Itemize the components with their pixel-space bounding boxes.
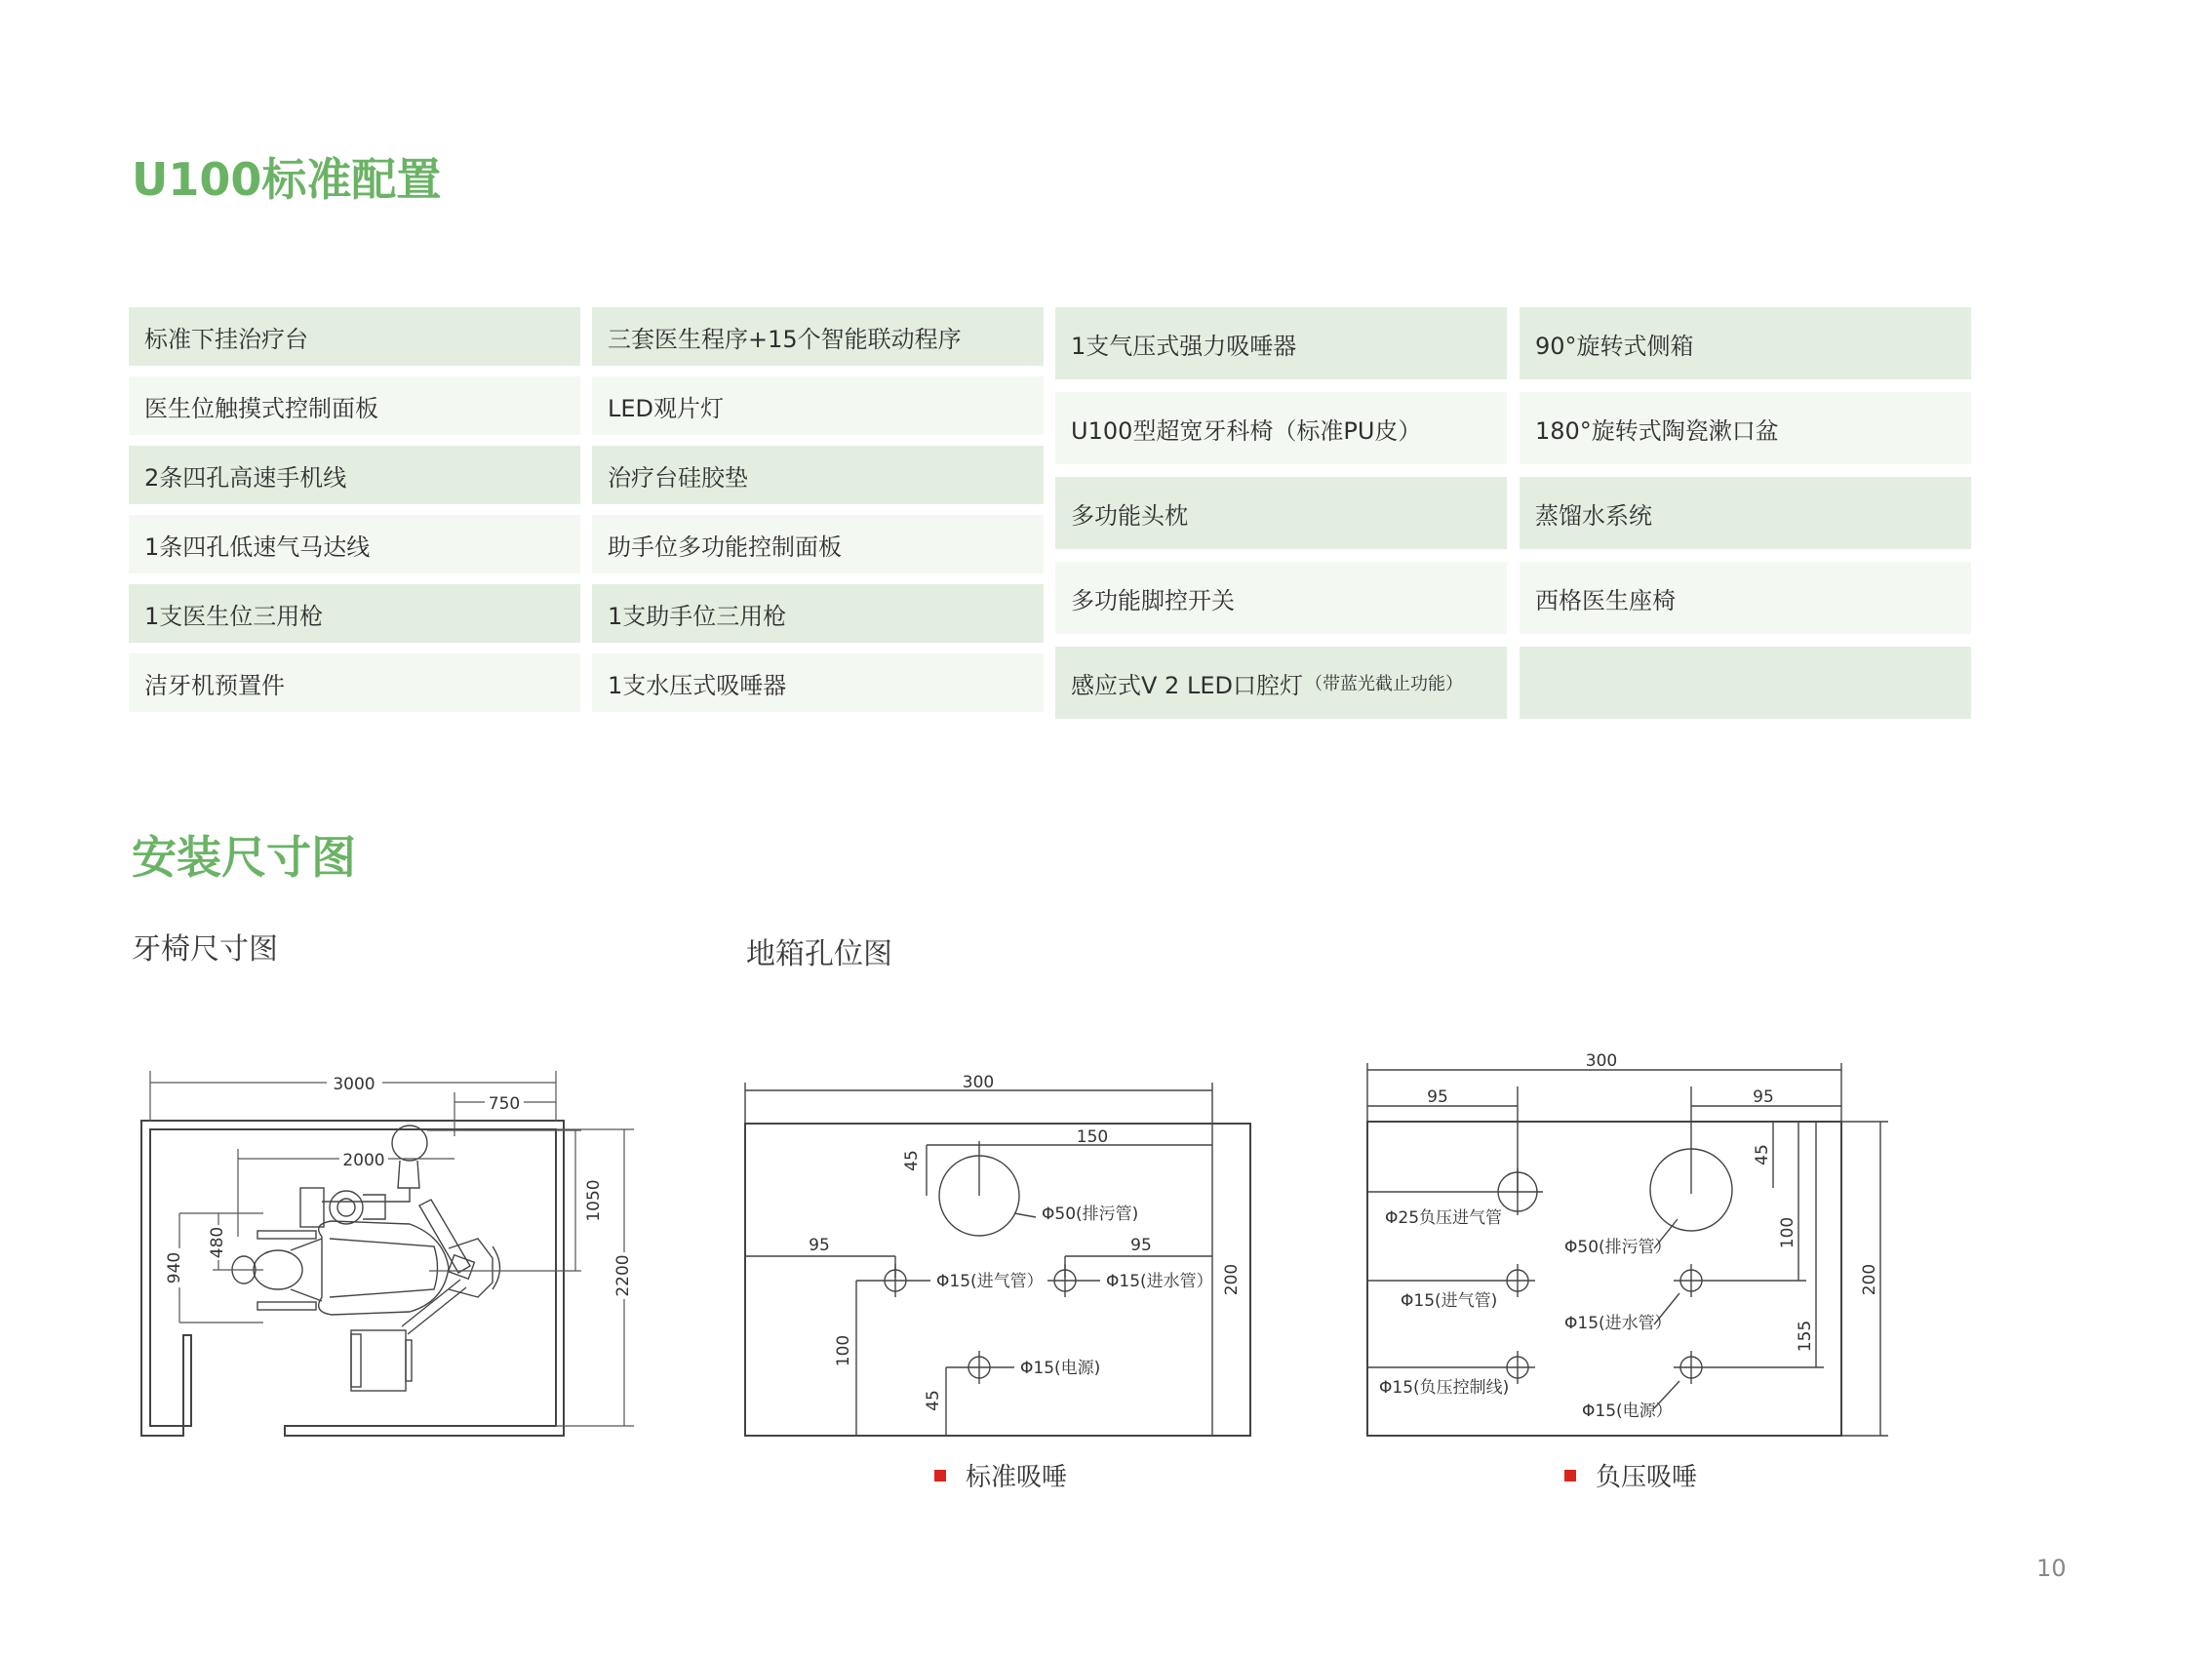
- std-dim-150: 150: [1076, 1127, 1109, 1147]
- config-item: 1支水压式吸唾器: [592, 653, 1044, 712]
- neg-dim-155: 155: [1796, 1320, 1815, 1353]
- neg-dim-200: 200: [1860, 1263, 1879, 1296]
- config-item: 助手位多功能控制面板: [592, 515, 1044, 573]
- dim-2000: 2000: [342, 1151, 385, 1170]
- std-dim-95-left: 95: [809, 1236, 830, 1255]
- floor-box-title: 地箱孔位图: [746, 937, 892, 971]
- std-dim-45: 45: [902, 1150, 922, 1171]
- chair-dimension-title: 牙椅尺寸图: [132, 932, 278, 967]
- legend-standard-suction: [934, 1457, 1067, 1493]
- config-item: 洁牙机预置件: [129, 653, 580, 712]
- std-dim-100: 100: [834, 1334, 853, 1367]
- neg-label-control: Φ15(负压控制线): [1379, 1378, 1510, 1398]
- legend-marker-icon: [934, 1470, 946, 1481]
- config-item: U100型超宽牙科椅（标准PU皮）: [1055, 392, 1507, 464]
- legend-label: 负压吸唾: [1596, 1463, 1698, 1492]
- dim-2200: 2200: [613, 1254, 633, 1297]
- config-item: 2条四孔高速手机线: [129, 446, 580, 504]
- config-item: LED观片灯: [592, 376, 1044, 435]
- neg-dim-300: 300: [1585, 1051, 1618, 1071]
- neg-dim-95-right: 95: [1753, 1087, 1774, 1107]
- std-dim-200: 200: [1222, 1263, 1242, 1296]
- config-item: 1支气压式强力吸唾器: [1055, 307, 1507, 379]
- page-number: 10: [2036, 1555, 2067, 1582]
- config-item: 1支助手位三用枪: [592, 584, 1044, 643]
- legend-marker-icon: [1564, 1470, 1576, 1481]
- config-item: 1条四孔低速气马达线: [129, 515, 580, 573]
- neg-dim-95-left: 95: [1427, 1087, 1448, 1107]
- config-title: U100标准配置: [132, 153, 442, 206]
- config-item-text: 感应式V 2 LED口腔灯: [1071, 671, 1303, 699]
- std-dim-95-right: 95: [1130, 1236, 1152, 1255]
- config-item: 标准下挂治疗台: [129, 307, 580, 366]
- dim-480: 480: [208, 1226, 227, 1259]
- config-item: 蒸馏水系统: [1520, 477, 1971, 549]
- neg-label-drain: Φ50(排污管）: [1564, 1238, 1672, 1257]
- neg-label-water: Φ15(进水管）: [1564, 1314, 1672, 1333]
- dim-3000: 3000: [333, 1075, 375, 1094]
- std-label-power: Φ15(电源): [1020, 1359, 1101, 1378]
- config-item-note: （带蓝光截止功能）: [1304, 674, 1463, 694]
- legend-label: 标准吸唾: [966, 1463, 1068, 1492]
- config-item: 90°旋转式侧箱: [1520, 307, 1971, 379]
- std-dim-300: 300: [962, 1073, 995, 1092]
- legend-negative-suction: [1564, 1457, 1697, 1493]
- neg-label-neg-air: Φ25负压进气管: [1385, 1208, 1503, 1228]
- config-item: 治疗台硅胶垫: [592, 446, 1044, 504]
- config-item: 1支医生位三用枪: [129, 584, 580, 643]
- config-item: 多功能头枕: [1055, 477, 1507, 549]
- config-item: 三套医生程序+15个智能联动程序: [592, 307, 1044, 366]
- dim-750: 750: [488, 1094, 521, 1114]
- std-label-water: Φ15(进水管）: [1106, 1272, 1213, 1291]
- dim-940: 940: [165, 1251, 184, 1284]
- config-item: 西格医生座椅: [1520, 562, 1971, 634]
- neg-dim-45: 45: [1753, 1144, 1772, 1165]
- std-label-air: Φ15(进气管）: [936, 1272, 1044, 1291]
- dim-1050: 1050: [584, 1179, 604, 1222]
- config-item: 180°旋转式陶瓷漱口盆: [1520, 392, 1971, 464]
- install-title: 安装尺寸图: [132, 831, 356, 884]
- neg-dim-100: 100: [1778, 1216, 1797, 1249]
- std-label-drain: Φ50(排污管): [1042, 1205, 1139, 1224]
- neg-label-power: Φ15(电源）: [1582, 1402, 1673, 1421]
- config-item: 医生位触摸式控制面板: [129, 376, 580, 435]
- neg-label-air: Φ15(进气管): [1401, 1291, 1498, 1311]
- std-dim-45-bottom: 45: [924, 1390, 943, 1411]
- config-item: 多功能脚控开关: [1055, 562, 1507, 634]
